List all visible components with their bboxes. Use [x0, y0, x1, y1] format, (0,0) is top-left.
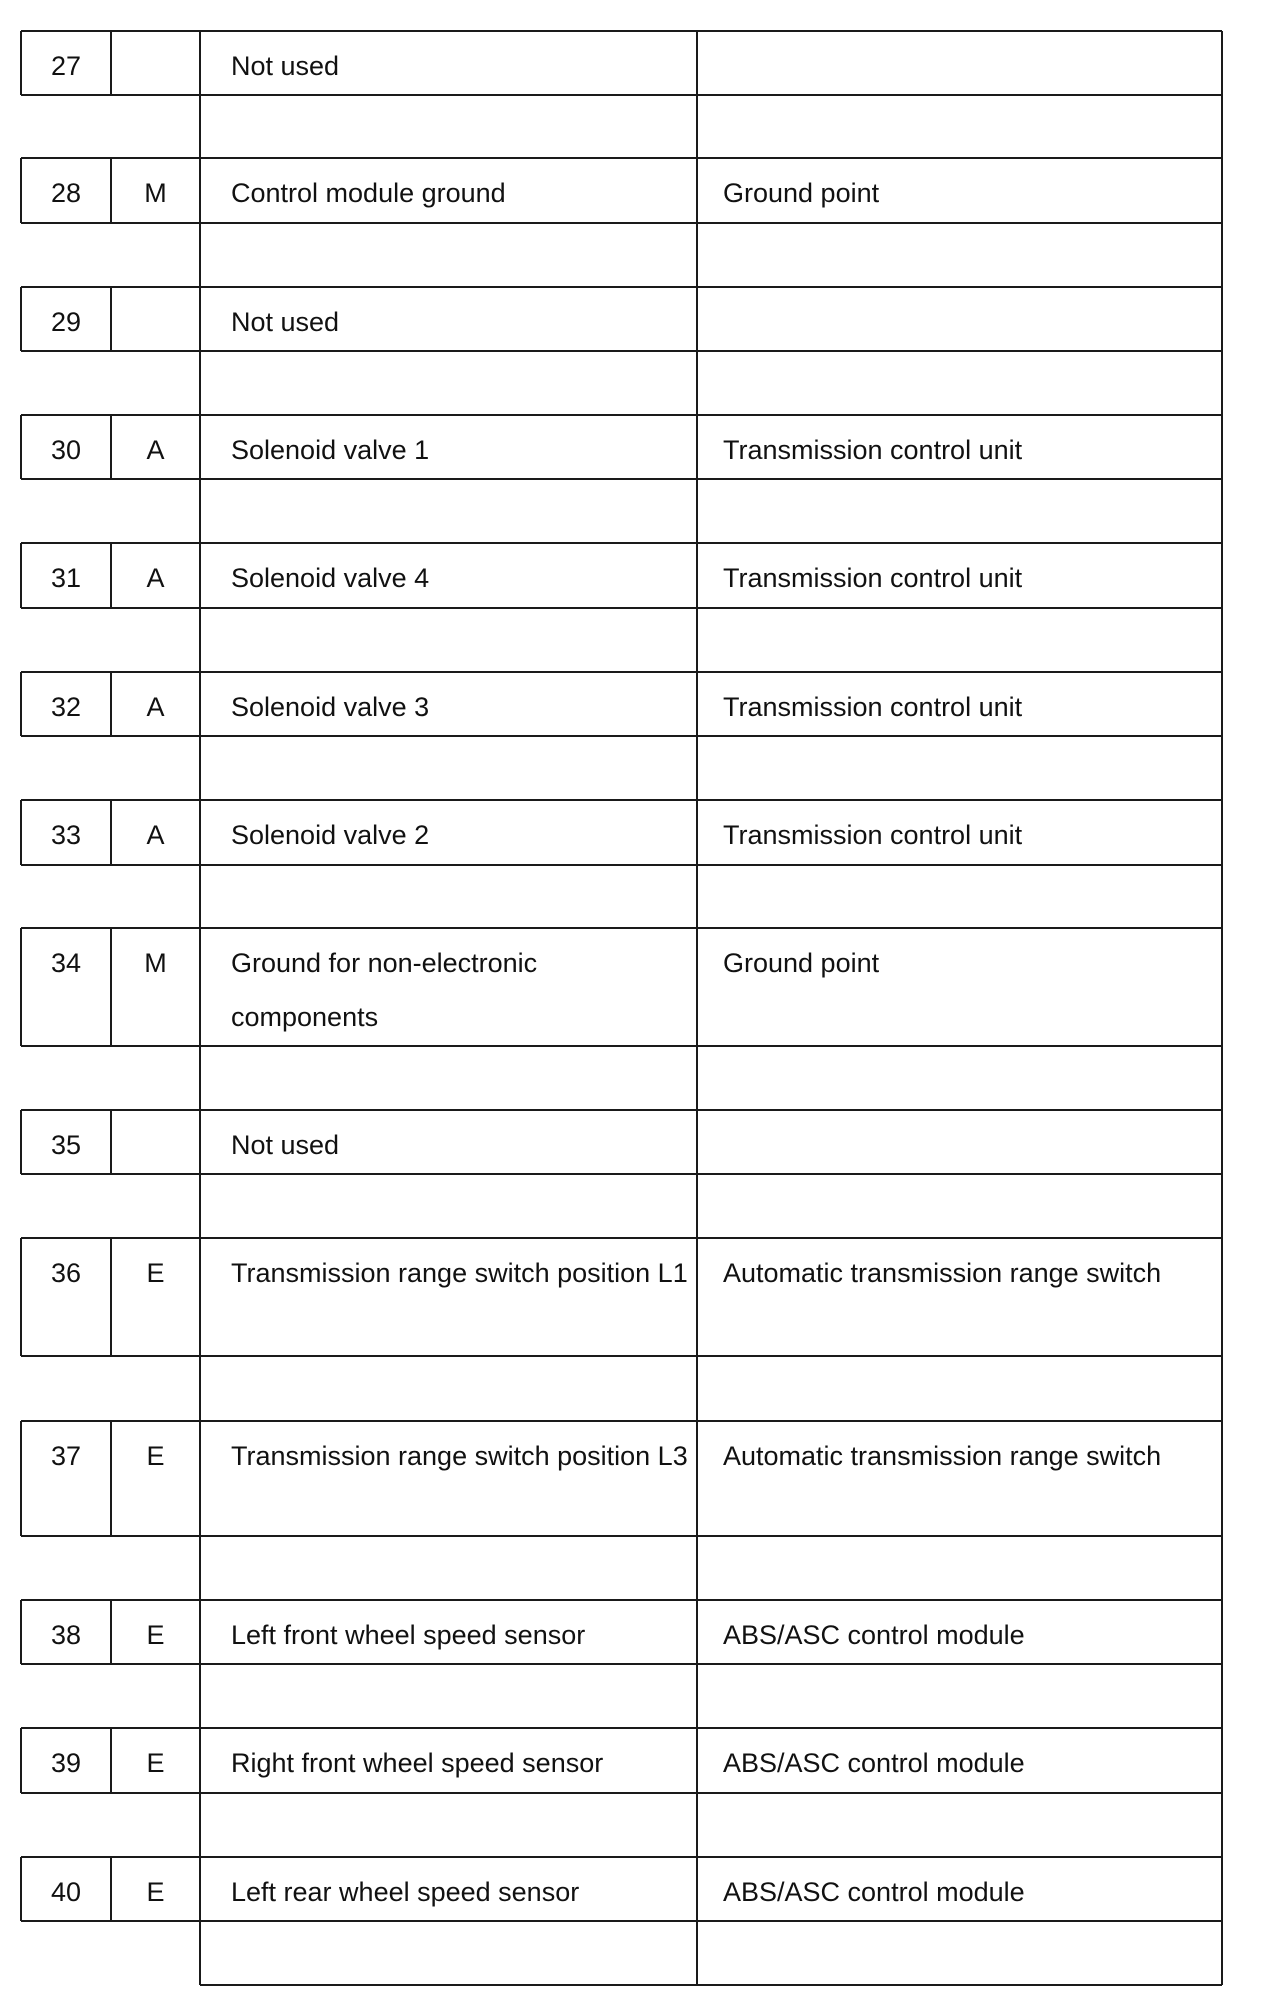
- pin-description: Solenoid valve 3: [231, 692, 430, 722]
- pin-description: Left front wheel speed sensor: [231, 1620, 586, 1650]
- pin-description: Control module ground: [231, 178, 506, 208]
- signal-type: A: [146, 692, 165, 722]
- pin-description: Not used: [231, 51, 340, 81]
- connected-component: ABS/ASC control module: [723, 1877, 1025, 1907]
- pin-description: Ground for non-electronic components: [231, 948, 538, 1032]
- connected-component: Automatic transmission range switch: [723, 1441, 1162, 1471]
- connected-component: Transmission control unit: [723, 563, 1023, 593]
- connected-component: ABS/ASC control module: [723, 1620, 1025, 1650]
- pin-number: 38: [50, 1620, 82, 1650]
- connected-component: Ground point: [723, 948, 880, 978]
- pin-description: Not used: [231, 307, 340, 337]
- signal-type: M: [144, 948, 167, 978]
- pin-number: 37: [50, 1441, 82, 1471]
- connected-component: Transmission control unit: [723, 435, 1023, 465]
- connected-component: Ground point: [723, 178, 880, 208]
- pin-number: 40: [50, 1877, 82, 1907]
- pin-description: Right front wheel speed sensor: [231, 1748, 604, 1778]
- pin-description: Transmission range switch position L1: [231, 1258, 688, 1288]
- signal-type: E: [146, 1620, 165, 1650]
- pin-number: 28: [50, 178, 82, 208]
- signal-type: A: [146, 820, 165, 850]
- connected-component: ABS/ASC control module: [723, 1748, 1025, 1778]
- signal-type: E: [146, 1441, 165, 1471]
- signal-type: E: [146, 1258, 165, 1288]
- signal-type: E: [146, 1877, 165, 1907]
- pin-description: Solenoid valve 1: [231, 435, 430, 465]
- pin-description: Solenoid valve 4: [231, 563, 430, 593]
- connected-component: Transmission control unit: [723, 820, 1023, 850]
- pin-number: 33: [50, 820, 82, 850]
- pin-number: 34: [50, 948, 82, 978]
- pin-description: Solenoid valve 2: [231, 820, 430, 850]
- pin-number: 36: [50, 1258, 82, 1288]
- connected-component: Automatic transmission range switch: [723, 1258, 1162, 1288]
- pin-number: 29: [50, 307, 82, 337]
- pin-number: 31: [50, 563, 82, 593]
- signal-type: A: [146, 563, 165, 593]
- connected-component: Transmission control unit: [723, 692, 1023, 722]
- pin-number: 35: [50, 1130, 82, 1160]
- pin-description: Left rear wheel speed sensor: [231, 1877, 580, 1907]
- pin-number: 30: [50, 435, 82, 465]
- pin-description: Not used: [231, 1130, 340, 1160]
- pin-number: 32: [50, 692, 82, 722]
- pin-number: 39: [50, 1748, 82, 1778]
- pin-number: 27: [50, 51, 82, 81]
- signal-type: M: [144, 178, 167, 208]
- signal-type: A: [146, 435, 165, 465]
- signal-type: E: [146, 1748, 165, 1778]
- pin-description: Transmission range switch position L3: [231, 1441, 688, 1471]
